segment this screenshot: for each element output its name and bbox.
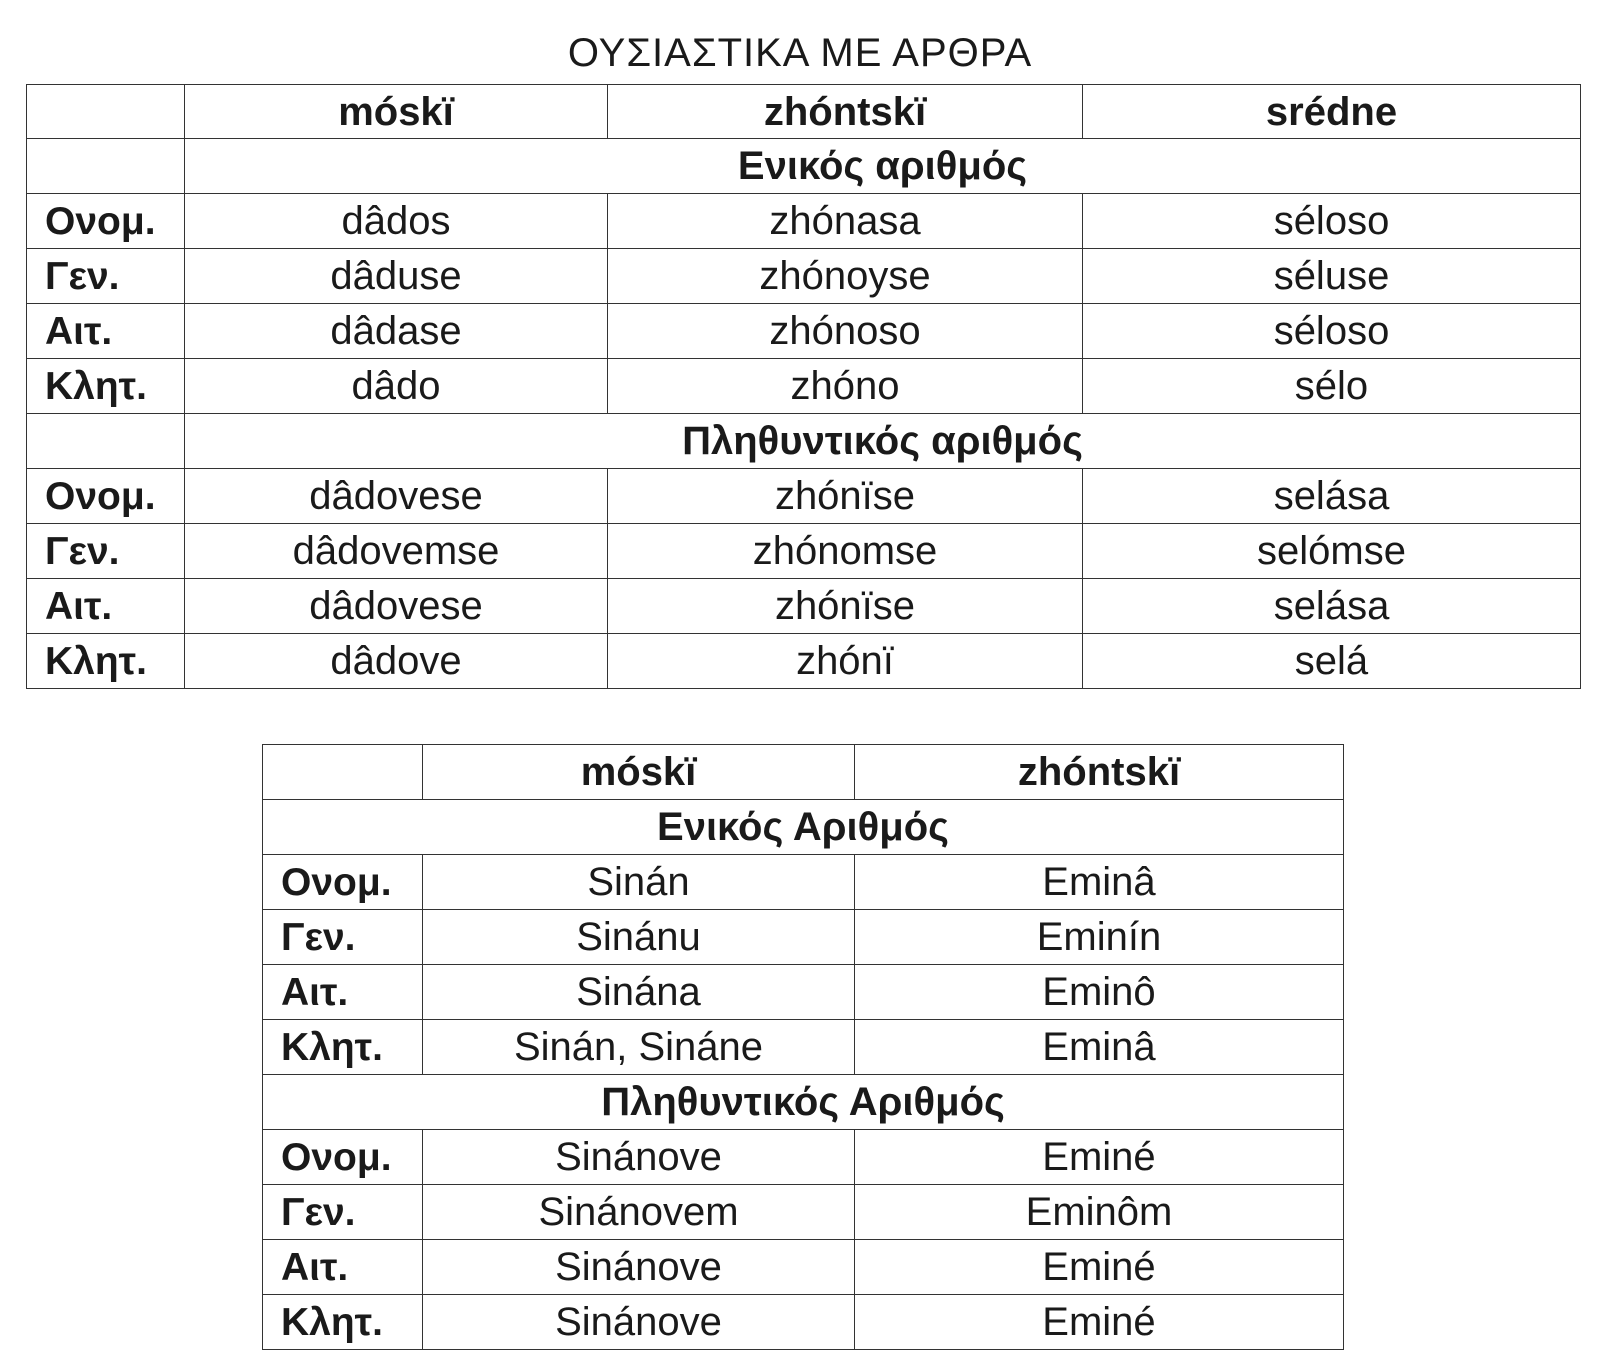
table-cell: Eminé bbox=[855, 1130, 1344, 1185]
table-cell: Eminé bbox=[855, 1240, 1344, 1295]
section-row-plural bbox=[263, 1075, 1344, 1130]
header-corner-cell bbox=[263, 745, 423, 800]
section-corner-cell bbox=[27, 139, 185, 194]
table-cell: zhónasa bbox=[608, 194, 1083, 249]
table-cell: dâdo bbox=[185, 359, 608, 414]
table-cell: zhónoso bbox=[608, 304, 1083, 359]
case-label: Ονομ. bbox=[263, 1130, 423, 1185]
table-cell: Sinánove bbox=[423, 1130, 855, 1185]
case-label: Αιτ. bbox=[263, 965, 423, 1020]
table-cell: Sinánove bbox=[423, 1240, 855, 1295]
articles-declension-table bbox=[26, 84, 1581, 689]
section-row-singular bbox=[263, 800, 1344, 855]
table-cell: Sinán bbox=[423, 855, 855, 910]
case-label: Γεν. bbox=[263, 1185, 423, 1240]
table-row bbox=[27, 524, 1581, 579]
case-label: Γεν. bbox=[27, 249, 185, 304]
table-cell: dâdos bbox=[185, 194, 608, 249]
table-row bbox=[263, 855, 1344, 910]
case-label: Αιτ. bbox=[27, 304, 185, 359]
section-corner-cell bbox=[27, 414, 185, 469]
case-label: Αιτ. bbox=[263, 1240, 423, 1295]
case-label: Ονομ. bbox=[27, 469, 185, 524]
page-title: ΟΥΣΙΑΣΤΙΚΑ ΜΕ ΑΡΘΡΑ bbox=[567, 31, 1033, 75]
table-cell: dâdove bbox=[185, 634, 608, 689]
table-cell: dâdovemse bbox=[185, 524, 608, 579]
case-label: Κλητ. bbox=[263, 1295, 423, 1350]
case-label: Κλητ. bbox=[263, 1020, 423, 1075]
table-row bbox=[27, 469, 1581, 524]
case-label: Ονομ. bbox=[27, 194, 185, 249]
table-cell: Sinánovem bbox=[423, 1185, 855, 1240]
table-row bbox=[263, 1240, 1344, 1295]
names-declension-table bbox=[262, 744, 1344, 1350]
header-feminine: zhóntskï bbox=[855, 745, 1344, 800]
table-cell: Eminâ bbox=[855, 855, 1344, 910]
section-label-plural: Πληθυντικός αριθμός bbox=[185, 414, 1581, 469]
section-label-plural: Πληθυντικός Αριθμός bbox=[263, 1075, 1344, 1130]
case-label: Ονομ. bbox=[263, 855, 423, 910]
table-row bbox=[263, 910, 1344, 965]
table-cell: selómse bbox=[1083, 524, 1581, 579]
case-label: Κλητ. bbox=[27, 634, 185, 689]
table-cell: Eminé bbox=[855, 1295, 1344, 1350]
table-row bbox=[27, 249, 1581, 304]
table-row bbox=[27, 579, 1581, 634]
table-cell: selá bbox=[1083, 634, 1581, 689]
table-row bbox=[27, 194, 1581, 249]
case-label: Κλητ. bbox=[27, 359, 185, 414]
section-row-singular bbox=[27, 139, 1581, 194]
table-row bbox=[27, 634, 1581, 689]
table-row bbox=[263, 1295, 1344, 1350]
table-row bbox=[263, 1185, 1344, 1240]
header-corner-cell bbox=[27, 85, 185, 139]
table-row bbox=[27, 359, 1581, 414]
header-feminine: zhóntskï bbox=[608, 85, 1083, 139]
header-masculine: móskï bbox=[423, 745, 855, 800]
table-cell: zhóno bbox=[608, 359, 1083, 414]
case-label: Γεν. bbox=[263, 910, 423, 965]
table-cell: sélo bbox=[1083, 359, 1581, 414]
table-cell: Eminô bbox=[855, 965, 1344, 1020]
table-cell: Sinána bbox=[423, 965, 855, 1020]
table-cell: dâduse bbox=[185, 249, 608, 304]
header-masculine: móskï bbox=[185, 85, 608, 139]
table-cell: dâdovese bbox=[185, 469, 608, 524]
table-cell: Eminín bbox=[855, 910, 1344, 965]
table-cell: selása bbox=[1083, 469, 1581, 524]
table-cell: Sinánu bbox=[423, 910, 855, 965]
table-cell: séloso bbox=[1083, 304, 1581, 359]
table-cell: Sinánove bbox=[423, 1295, 855, 1350]
table-row bbox=[263, 965, 1344, 1020]
section-row-plural bbox=[27, 414, 1581, 469]
case-label: Γεν. bbox=[27, 524, 185, 579]
table-row bbox=[263, 1130, 1344, 1185]
section-label-singular: Ενικός Αριθμός bbox=[263, 800, 1344, 855]
table-cell: zhónïse bbox=[608, 469, 1083, 524]
table-cell: séluse bbox=[1083, 249, 1581, 304]
header-row bbox=[27, 85, 1581, 139]
table-cell: zhónïse bbox=[608, 579, 1083, 634]
table-cell: zhónomse bbox=[608, 524, 1083, 579]
table-cell: Eminôm bbox=[855, 1185, 1344, 1240]
case-label: Αιτ. bbox=[27, 579, 185, 634]
header-neuter: srédne bbox=[1083, 85, 1581, 139]
table-cell: Sinán, Sináne bbox=[423, 1020, 855, 1075]
table-cell: zhónoyse bbox=[608, 249, 1083, 304]
table-cell: Eminâ bbox=[855, 1020, 1344, 1075]
section-label-singular: Ενικός αριθμός bbox=[185, 139, 1581, 194]
table-row bbox=[27, 304, 1581, 359]
table-cell: dâdovese bbox=[185, 579, 608, 634]
table-row bbox=[263, 1020, 1344, 1075]
table-cell: dâdase bbox=[185, 304, 608, 359]
table-cell: selása bbox=[1083, 579, 1581, 634]
table-cell: zhónï bbox=[608, 634, 1083, 689]
header-row bbox=[263, 745, 1344, 800]
table-cell: séloso bbox=[1083, 194, 1581, 249]
